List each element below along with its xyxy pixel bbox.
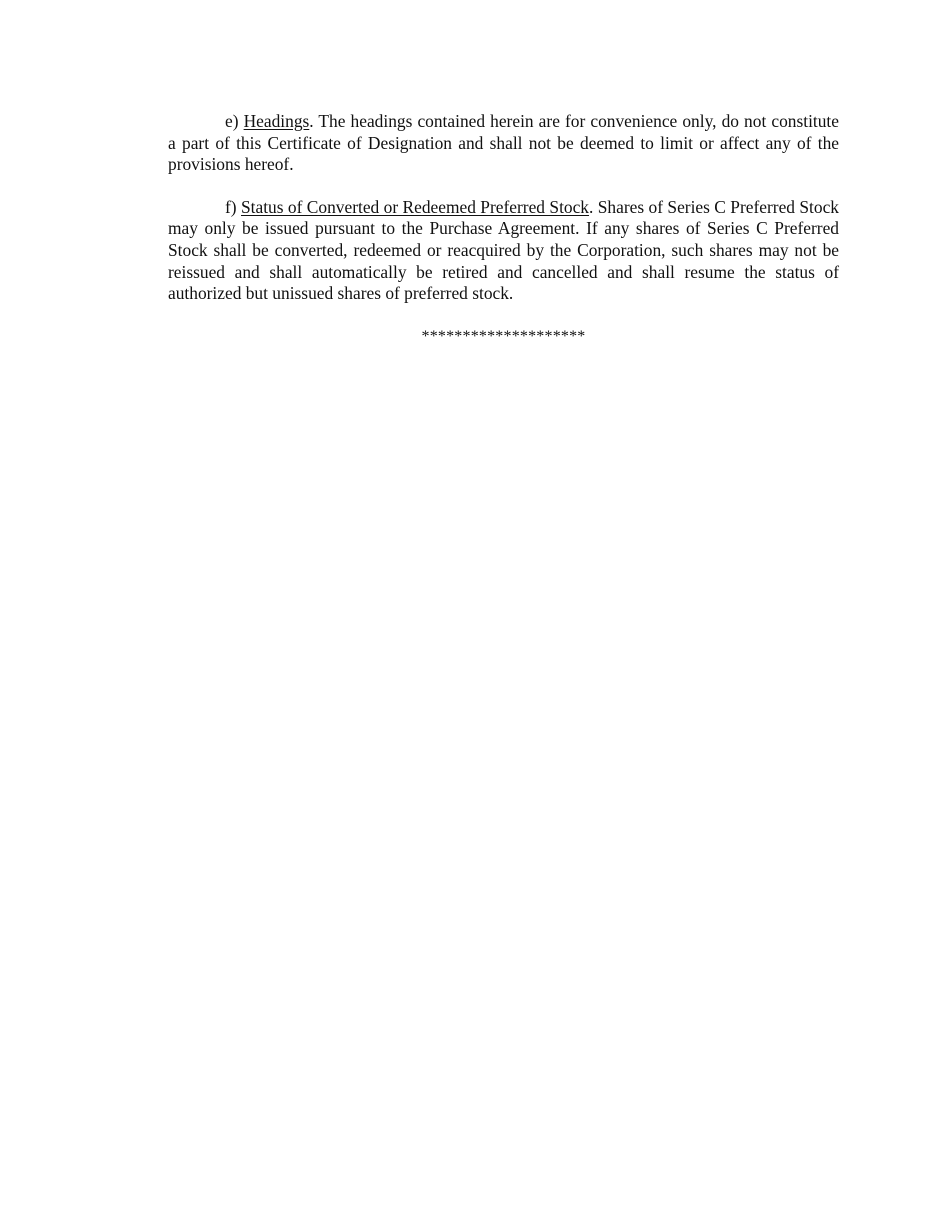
section-f-heading: Status of Converted or Redeemed Preferred Stock <box>241 196 590 217</box>
section-f-paragraph <box>168 197 839 305</box>
section-e-label: e) <box>225 111 239 131</box>
section-e-body: . The headings contained herein are for convenience only, do not constitute a part of this Certificate of Designation and shall not be deemed to limit or affect any of the provisions hereof. <box>168 111 839 175</box>
end-separator: ******************** <box>421 327 586 345</box>
section-e-paragraph <box>168 111 839 176</box>
document-page <box>168 111 839 347</box>
section-f-body: . Shares of Series C Preferred Stock may only be issued pursuant to the Purchase Agreement. If any shares of Series C Preferred Stock shall be converted, redeemed or reacquired by the Corporation, such shares may not be reissued and shall automatically be retired and cancelled and shall resume the status of authorized but unissued shares of preferred stock. <box>168 196 839 304</box>
section-e-heading: Headings <box>243 111 310 131</box>
section-f-label: f) <box>225 196 237 217</box>
